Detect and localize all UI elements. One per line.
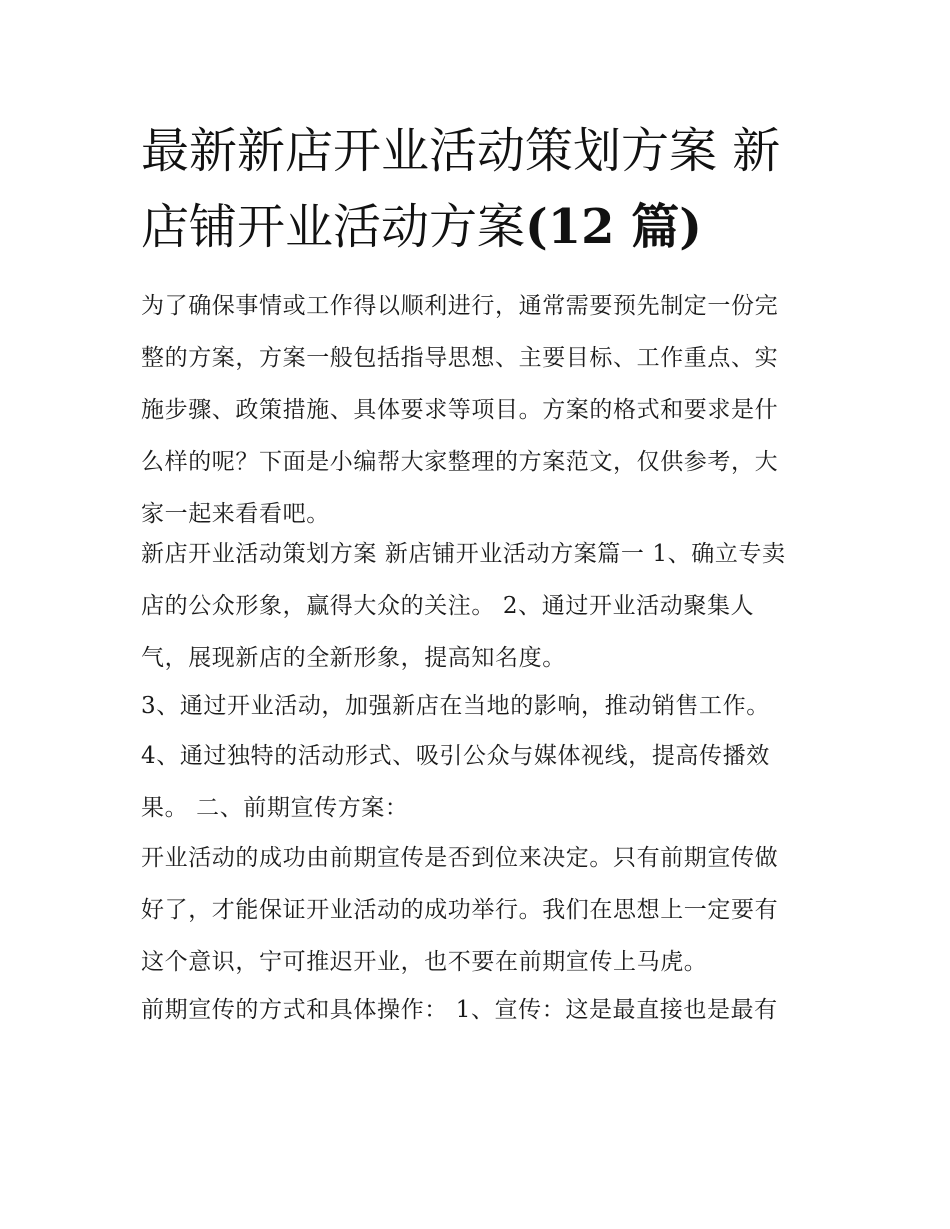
paragraph-line: 果。 二、前期宣传方案： <box>141 795 409 821</box>
paragraph-line: 新店开业活动策划方案 新店铺开业活动方案篇一 1、确立专卖 <box>141 541 786 567</box>
paragraph-promotion-methods <box>141 984 813 1036</box>
paragraph-item-three <box>141 680 813 732</box>
paragraph-line: 3、通过开业活动，加强新店在当地的影响，推动销售工作。 <box>141 693 770 719</box>
paragraph-line: 4、通过独特的活动形式、吸引公众与媒体视线，提高传播效 <box>141 743 770 769</box>
title-line-1: 最新新店开业活动策划方案 新 <box>141 123 781 179</box>
paragraph-item-four <box>141 730 813 834</box>
paragraph-line: 家一起来看看吧。 <box>141 501 330 527</box>
paragraph-line: 气，展现新店的全新形象，提高知名度。 <box>141 645 566 671</box>
paragraph-section-one <box>141 528 813 684</box>
paragraph-line: 整的方案，方案一般包括指导思想、主要目标、工作重点、实 <box>141 345 779 371</box>
paragraph-line: 好了，才能保证开业活动的成功举行。我们在思想上一定要有 <box>141 897 779 923</box>
document-title <box>141 113 821 265</box>
paragraph-line: 施步骤、政策措施、具体要求等项目。方案的格式和要求是什 <box>141 397 779 423</box>
paragraph-line: 为了确保事情或工作得以顺利进行，通常需要预先制定一份完 <box>141 293 779 319</box>
title-count: (12 篇) <box>525 199 702 255</box>
paragraph-line: 前期宣传的方式和具体操作： 1、宣传：这是最直接也是最有 <box>141 997 778 1023</box>
paragraph-line: 开业活动的成功由前期宣传是否到位来决定。只有前期宣传做 <box>141 845 779 871</box>
title-line-2 <box>141 189 821 265</box>
title-line-2-text: 店铺开业活动方案 <box>141 199 526 255</box>
paragraph-intro <box>141 280 813 540</box>
paragraph-line: 这个意识，宁可推迟开业，也不要在前期宣传上马虎。 <box>141 949 708 975</box>
paragraph-line: 么样的呢？下面是小编帮大家整理的方案范文，仅供参考，大 <box>141 449 779 475</box>
paragraph-line: 店的公众形象，赢得大众的关注。 2、通过开业活动聚集人 <box>141 593 755 619</box>
paragraph-promotion <box>141 832 813 988</box>
